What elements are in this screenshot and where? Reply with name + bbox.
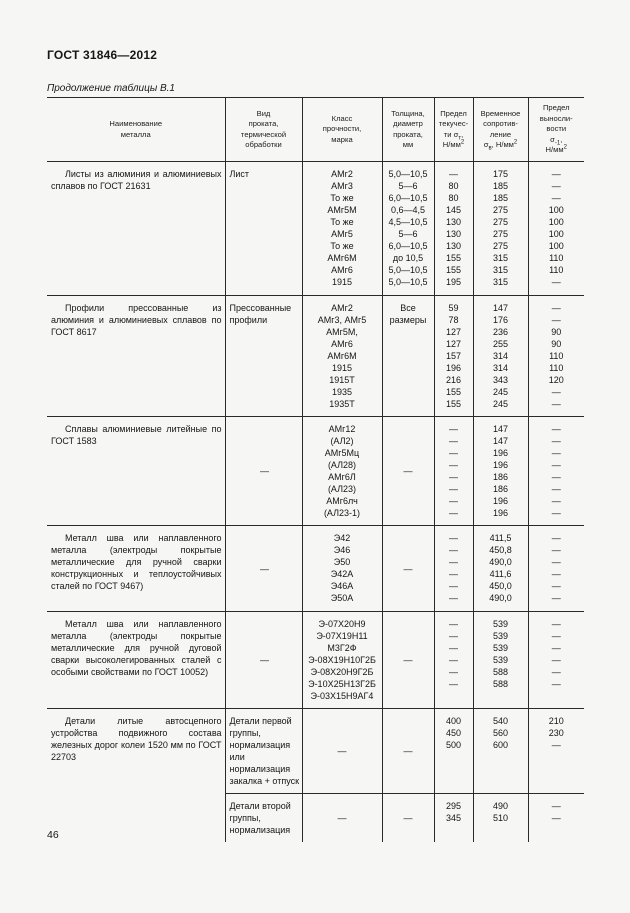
cell-value: Э-03Х15Н9АГ4: [310, 691, 374, 701]
cell-value: 450: [445, 728, 462, 738]
endurance-limit-cell: [528, 709, 584, 794]
cell-value: 275: [492, 217, 509, 227]
cell-value: —: [551, 679, 561, 689]
cell-value: —: [551, 813, 561, 823]
cell-value: 120: [548, 375, 564, 385]
thickness-cell: [382, 526, 434, 612]
cell-value: 450,8: [489, 545, 512, 555]
yield-strength-cell: [434, 296, 473, 417]
cell-value: 196: [492, 508, 509, 518]
cell-value: —: [551, 533, 561, 543]
cell-value: Э-10Х25Н13Г2Б: [308, 679, 376, 689]
thickness-cell: [382, 709, 434, 794]
strength-class-cell: [302, 526, 382, 612]
cell-value: —: [551, 181, 561, 191]
cell-value: 145: [445, 205, 462, 215]
cell-value: 196: [492, 448, 509, 458]
cell-value: —: [449, 643, 458, 653]
cell-value: 210: [548, 716, 564, 726]
cell-value: 155: [445, 253, 462, 263]
cell-value: Все: [400, 303, 416, 313]
cell-value: 490: [492, 801, 509, 811]
rolling-type-cell: Детали первой группы, нормализация или нормализация закалка + отпуск: [225, 709, 302, 794]
cell-value: —: [449, 581, 458, 591]
cell-value: 275: [492, 205, 509, 215]
cell-value: 196: [492, 460, 509, 470]
thickness-cell: [382, 417, 434, 526]
thickness-cell: [382, 296, 434, 417]
cell-value: 196: [492, 496, 509, 506]
endurance-limit-cell: [528, 162, 584, 296]
cell-value: 245: [492, 399, 509, 409]
cell-value: 186: [492, 472, 509, 482]
tensile-strength-cell: [473, 794, 528, 843]
cell-value: АМг6М: [327, 253, 357, 263]
cell-value: АМг6Л: [328, 472, 356, 482]
cell-value: —: [551, 643, 561, 653]
cell-value: Э42А: [330, 569, 354, 579]
cell-value: 236: [492, 327, 509, 337]
cell-value: М3Г2Ф: [327, 643, 357, 653]
yield-strength-cell: [434, 794, 473, 843]
cell-value: —: [551, 484, 561, 494]
metal-name-cell: Детали литые автосцепного устройства подвижного состава железных дорог колеи 1520 мм по ГОСТ 22703: [47, 709, 225, 794]
cell-value: АМг5: [331, 229, 353, 239]
cell-value: —: [551, 593, 561, 603]
cell-value: —: [551, 545, 561, 555]
cell-value: 130: [445, 241, 462, 251]
cell-value: 275: [492, 241, 509, 251]
cell-value: 560: [492, 728, 509, 738]
cell-value: 90: [551, 327, 562, 337]
thickness-cell: [382, 612, 434, 709]
cell-value: 490,0: [489, 593, 512, 603]
tensile-strength-cell: [473, 612, 528, 709]
cell-value: —: [449, 679, 458, 689]
cell-value: 147: [492, 436, 509, 446]
cell-value: 345: [445, 813, 462, 823]
thickness-cell: [382, 794, 434, 843]
page-number: 46: [47, 829, 59, 841]
tensile-strength-cell: [473, 296, 528, 417]
cell-value: 185: [492, 193, 509, 203]
cell-value: —: [449, 436, 458, 446]
cell-value: 186: [492, 484, 509, 494]
cell-value: 155: [445, 387, 462, 397]
cell-value: 1935: [331, 387, 353, 397]
cell-value: 5,0—10,5: [388, 277, 428, 287]
cell-value: —: [449, 619, 458, 629]
cell-value: 100: [548, 205, 564, 215]
cell-value: 1915: [331, 277, 353, 287]
cell-value: 588: [492, 667, 509, 677]
yield-strength-cell: [434, 162, 473, 296]
cell-value: 59: [448, 303, 459, 313]
cell-value: до 10,5: [392, 253, 424, 263]
endurance-limit-cell: [528, 612, 584, 709]
row-pressed-profiles: [47, 296, 584, 417]
cell-value: 6,0—10,5: [388, 193, 428, 203]
cell-value: 100: [548, 217, 564, 227]
table-header-row: [47, 98, 584, 162]
metal-name-cell: [47, 794, 225, 843]
cell-value: 230: [548, 728, 564, 738]
cell-value: —: [551, 740, 561, 750]
cell-value: АМг6лч: [326, 496, 358, 506]
endurance-limit-cell: [528, 526, 584, 612]
cell-value: —: [551, 277, 561, 287]
cell-value: —: [449, 631, 458, 641]
cell-value: 127: [445, 339, 462, 349]
cell-value: 147: [492, 424, 509, 434]
cell-value: —: [449, 496, 458, 506]
endurance-limit-cell: [528, 417, 584, 526]
cell-value: АМг5М,: [326, 327, 358, 337]
cell-value: —: [551, 801, 561, 811]
cell-value: —: [449, 545, 458, 555]
cell-value: 155: [445, 265, 462, 275]
yield-strength-cell: [434, 709, 473, 794]
cell-value: —: [551, 508, 561, 518]
cell-value: 110: [549, 363, 564, 373]
strength-class-cell: [302, 296, 382, 417]
cell-value: 539: [492, 655, 509, 665]
cell-value: То же: [330, 241, 354, 251]
cell-value: Э46А: [330, 581, 354, 591]
cell-value: Э50А: [330, 593, 354, 603]
col-header-tensile-strength: Временное сопротив- ление $\sigma_в$, $Н/мм^2$: [473, 98, 528, 162]
cell-value: (АЛ2): [330, 436, 354, 446]
cell-value: 196: [445, 363, 462, 373]
table-caption: Продолжение таблицы В.1: [47, 83, 175, 94]
cell-value: 275: [492, 229, 509, 239]
cell-value: 195: [445, 277, 462, 287]
cell-value: —: [449, 460, 458, 470]
cell-value: —: [449, 484, 458, 494]
col-header-metal-name: Наименование металла: [47, 98, 225, 162]
cell-value: АМг6: [331, 265, 353, 275]
cell-value: размеры: [389, 315, 427, 325]
cell-value: —: [449, 569, 458, 579]
yield-strength-cell: [434, 526, 473, 612]
cell-value: —: [551, 436, 561, 446]
cell-value: —: [551, 315, 561, 325]
cell-value: —: [551, 448, 561, 458]
cell-value: 539: [492, 631, 509, 641]
cell-value: 400: [445, 716, 462, 726]
cell-value: 147: [492, 303, 509, 313]
cell-value: —: [551, 496, 561, 506]
cell-value: —: [551, 557, 561, 567]
cell-value: 78: [448, 315, 459, 325]
tensile-strength-cell: [473, 417, 528, 526]
cell-value: Э-07Х20Н9: [318, 619, 366, 629]
cell-value: АМг3: [331, 181, 353, 191]
cell-value: —: [403, 655, 413, 665]
cell-value: —: [403, 746, 413, 756]
cell-value: Э46: [333, 545, 351, 555]
cell-value: —: [551, 667, 561, 677]
cell-value: АМг3, АМг5: [317, 315, 367, 325]
cell-value: —: [403, 813, 413, 823]
cell-value: 450,0: [489, 581, 512, 591]
metal-name-cell: Листы из алюминия и алюминиевых сплавов по ГОСТ 21631: [47, 162, 225, 296]
cell-value: 6,0—10,5: [388, 241, 428, 251]
cell-value: 1935Т: [329, 399, 355, 409]
cell-value: 130: [445, 217, 462, 227]
cell-value: То же: [330, 217, 354, 227]
cell-value: —: [551, 619, 561, 629]
cell-value: —: [551, 193, 561, 203]
metal-name-cell: Металл шва или наплавленного металла (электроды покрытые металлические для ручной дуговой сварки высоколегированных сталей с особыми свойствами по ГОСТ 10052): [47, 612, 225, 709]
cell-value: 255: [492, 339, 509, 349]
cell-value: 110: [549, 265, 564, 275]
cell-value: —: [551, 387, 561, 397]
thickness-cell: [382, 162, 434, 296]
yield-strength-cell: [434, 417, 473, 526]
cell-value: 127: [445, 327, 462, 337]
row-cast-coupler-parts-group-2: [47, 794, 584, 843]
cell-value: —: [337, 746, 347, 756]
cell-value: 80: [448, 193, 459, 203]
cell-value: АМг2: [331, 169, 353, 179]
cell-value: —: [449, 557, 458, 567]
cell-value: —: [551, 472, 561, 482]
strength-class-cell: [302, 417, 382, 526]
cell-value: 100: [548, 229, 564, 239]
yield-strength-cell: [434, 612, 473, 709]
row-weld-metal-gost-10052: [47, 612, 584, 709]
cell-value: 80: [448, 181, 459, 191]
cell-value: 314: [492, 363, 509, 373]
cell-value: 130: [445, 229, 462, 239]
rolling-type-cell: Прессованные профили: [225, 296, 302, 417]
cell-value: 539: [492, 643, 509, 653]
cell-value: 185: [492, 181, 509, 191]
rolling-type-cell: —: [225, 417, 302, 526]
cell-value: 176: [492, 315, 509, 325]
cell-value: —: [449, 508, 458, 518]
cell-value: 5,0—10,5: [388, 169, 428, 179]
strength-class-cell: [302, 162, 382, 296]
document-title: ГОСТ 31846—2012: [47, 48, 158, 62]
cell-value: 0,6—4,5: [390, 205, 426, 215]
row-cast-aluminum-alloys: [47, 417, 584, 526]
rolling-type-cell: Детали второй группы, нормализация: [225, 794, 302, 843]
cell-value: —: [551, 424, 561, 434]
col-header-rolling-type: Вид проката, термической обработки: [225, 98, 302, 162]
cell-value: 510: [492, 813, 509, 823]
cell-value: (АЛ23): [327, 484, 357, 494]
cell-value: —: [337, 813, 347, 823]
endurance-limit-cell: [528, 296, 584, 417]
strength-class-cell: [302, 709, 382, 794]
cell-value: АМг2: [331, 303, 353, 313]
cell-value: —: [449, 593, 458, 603]
cell-value: 490,0: [489, 557, 512, 567]
cell-value: —: [551, 581, 561, 591]
cell-value: 315: [492, 277, 509, 287]
cell-value: 5,0—10,5: [388, 265, 428, 275]
cell-value: То же: [330, 193, 354, 203]
cell-value: 588: [492, 679, 509, 689]
cell-value: 155: [445, 399, 462, 409]
col-header-endurance-limit: Предел выносли- вости $\sigma_{-1}$, $Н/мм^2$: [528, 98, 584, 162]
cell-value: АМг5Мц: [324, 448, 360, 458]
cell-value: 100: [548, 241, 564, 251]
cell-value: 540: [492, 716, 509, 726]
cell-value: 175: [492, 169, 509, 179]
cell-value: 216: [445, 375, 462, 385]
cell-value: —: [551, 631, 561, 641]
cell-value: 245: [492, 387, 509, 397]
cell-value: —: [449, 424, 458, 434]
row-cast-coupler-parts-group-1: [47, 709, 584, 794]
cell-value: 411,5: [489, 533, 512, 543]
cell-value: 500: [445, 740, 462, 750]
cell-value: —: [449, 472, 458, 482]
cell-value: —: [551, 399, 561, 409]
cell-value: АМг6: [331, 339, 353, 349]
cell-value: Э42: [333, 533, 351, 543]
cell-value: 315: [492, 265, 509, 275]
cell-value: 1915: [331, 363, 353, 373]
cell-value: АМг5М: [327, 205, 357, 215]
cell-value: Э-08Х20Н9Г2Б: [310, 667, 374, 677]
data-table: [47, 97, 584, 842]
strength-class-cell: [302, 612, 382, 709]
col-header-strength-class: Класс прочности, марка: [302, 98, 382, 162]
cell-value: —: [551, 303, 561, 313]
tensile-strength-cell: [473, 709, 528, 794]
cell-value: 315: [492, 253, 509, 263]
cell-value: —: [449, 667, 458, 677]
cell-value: —: [449, 169, 458, 179]
col-header-yield-strength: Предел текучес- ти $\sigma_т$, $Н/мм^2$: [434, 98, 473, 162]
cell-value: 110: [549, 351, 564, 361]
cell-value: 1915Т: [329, 375, 355, 385]
rolling-type-cell: —: [225, 612, 302, 709]
rolling-type-cell: Лист: [225, 162, 302, 296]
cell-value: —: [449, 655, 458, 665]
cell-value: 411,6: [489, 569, 512, 579]
cell-value: 5—6: [398, 229, 418, 239]
cell-value: 600: [492, 740, 509, 750]
row-aluminum-sheets: [47, 162, 584, 296]
cell-value: 295: [445, 801, 462, 811]
row-weld-metal-gost-9467: [47, 526, 584, 612]
metal-name-cell: Профили прессованные из алюминия и алюминиевых сплавов по ГОСТ 8617: [47, 296, 225, 417]
col-header-thickness: Толщина, диаметр проката, мм: [382, 98, 434, 162]
cell-value: —: [551, 655, 561, 665]
cell-value: —: [551, 169, 561, 179]
cell-value: 314: [492, 351, 509, 361]
metal-name-cell: Сплавы алюминиевые литейные по ГОСТ 1583: [47, 417, 225, 526]
metal-name-cell: Металл шва или наплавленного металла (электроды покрытые металлические для ручной сварки конструкционных и теплоустойчивых сталей по ГОСТ 9467): [47, 526, 225, 612]
cell-value: 157: [445, 351, 462, 361]
cell-value: Э-07Х19Н11: [316, 631, 368, 641]
cell-value: —: [551, 460, 561, 470]
cell-value: 5—6: [398, 181, 418, 191]
cell-value: 539: [492, 619, 509, 629]
cell-value: 4,5—10,5: [388, 217, 428, 227]
cell-value: 110: [549, 253, 564, 263]
endurance-limit-cell: [528, 794, 584, 843]
cell-value: —: [449, 533, 458, 543]
cell-value: АМг6М: [327, 351, 357, 361]
cell-value: —: [403, 563, 413, 574]
tensile-strength-cell: [473, 526, 528, 612]
cell-value: —: [551, 569, 561, 579]
cell-value: АМг12: [328, 424, 356, 434]
cell-value: Э-08Х19Н10Г2Б: [308, 655, 376, 665]
cell-value: 343: [492, 375, 509, 385]
cell-value: —: [403, 466, 413, 476]
cell-value: (АЛ28): [327, 460, 357, 470]
cell-value: Э50: [333, 557, 351, 567]
cell-value: (АЛ23-1): [323, 508, 361, 518]
tensile-strength-cell: [473, 162, 528, 296]
cell-value: 90: [551, 339, 562, 349]
rolling-type-cell: —: [225, 526, 302, 612]
strength-class-cell: [302, 794, 382, 843]
cell-value: —: [449, 448, 458, 458]
